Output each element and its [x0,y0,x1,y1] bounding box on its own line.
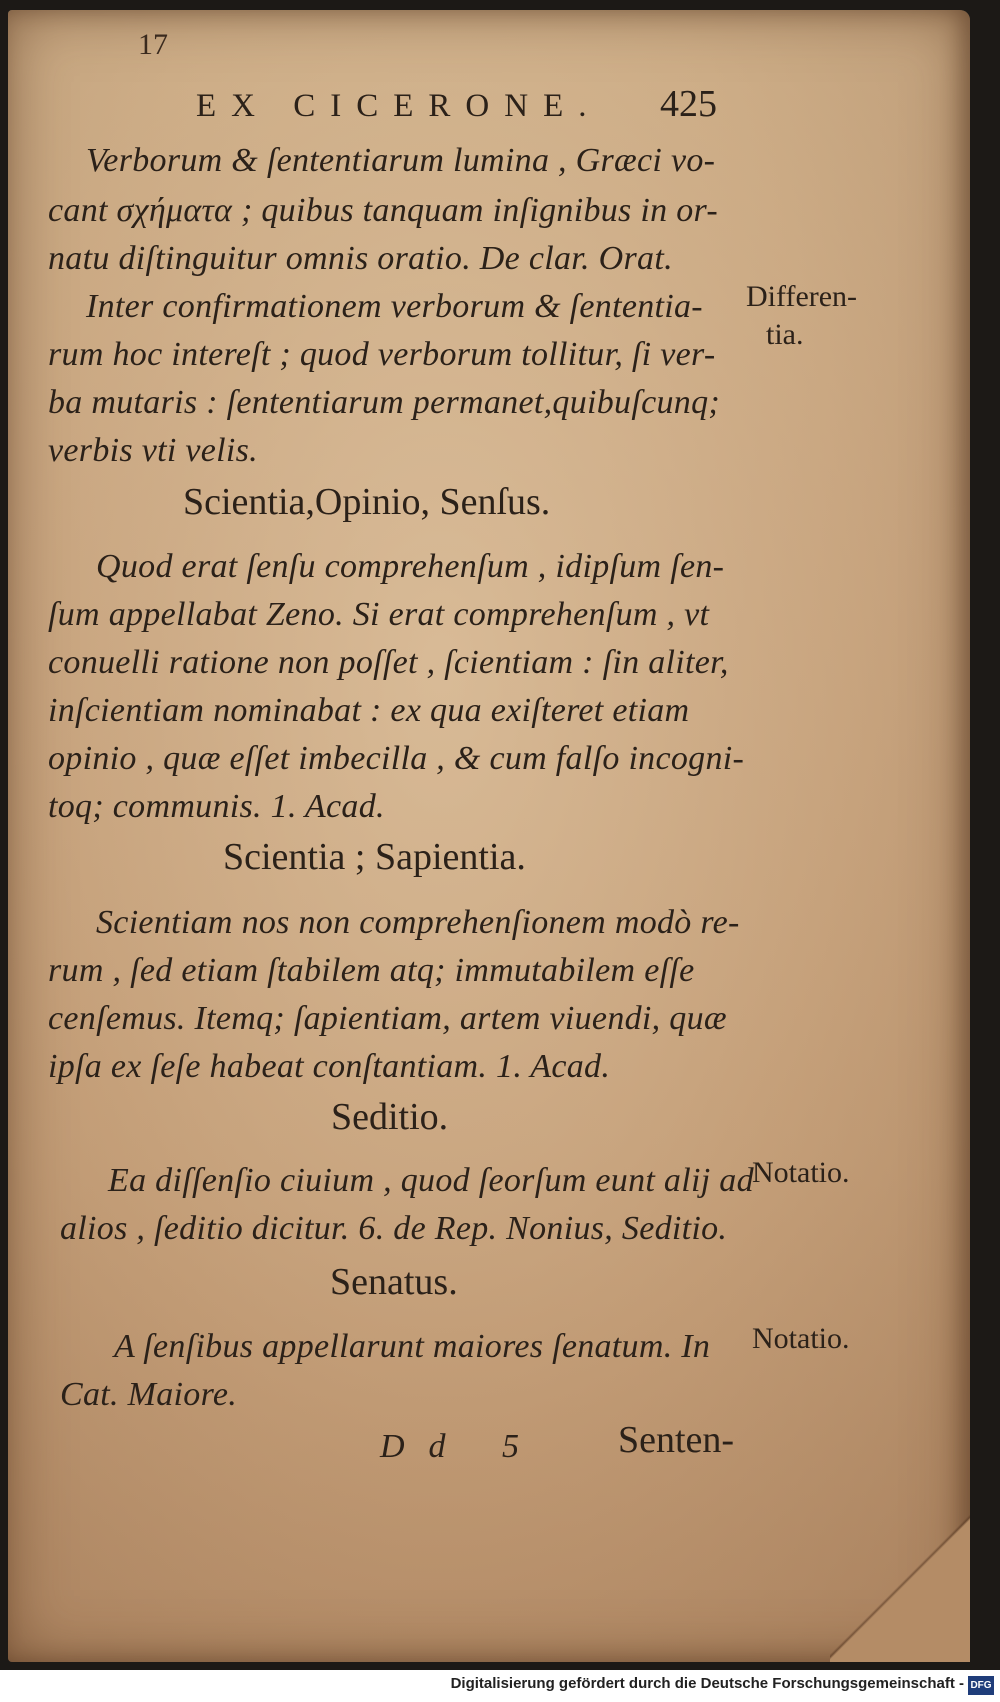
text-line: ſum appellabat Zeno. Si erat comprehenſum , vt [48,596,710,633]
signature-mark: Dd 5 [380,1428,544,1465]
text-line: cant σχήματα ; quibus tanquam inſignibus in or- [48,192,718,229]
text-line: rum hoc intereſt ; quod verborum tollitur, ſi ver- [48,336,716,373]
text-line: cenſemus. Itemq; ſapientiam, artem viuendi, quæ [48,1000,727,1037]
footer-credit: Digitalisierung gefördert durch die Deutsche Forschungsgemeinschaft - [450,1675,964,1692]
text-line: A ſenſibus appellarunt maiores ſenatum. In [114,1328,711,1365]
text-line: ba mutaris : ſententiarum permanet,quibuſcunq; [48,384,721,421]
text-line: ipſa ex ſeſe habeat conſtantiam. 1. Acad. [48,1048,611,1085]
text-line: toq; communis. 1. Acad. [48,788,385,825]
margin-note: Notatio. [752,1322,850,1355]
text-line: conuelli ratione non poſſet , ſcientiam : ſin aliter, [48,644,729,681]
book-page [8,10,970,1662]
corner-ink-mark: 17 [138,28,168,61]
dfg-logo: DFG [968,1676,994,1695]
text-line: Inter confirmationem verborum & ſententia- [86,288,703,325]
section-heading: Seditio. [331,1096,449,1138]
digitization-footer [0,1670,1000,1702]
text-line: rum , ſed etiam ſtabilem atq; immutabilem eſſe [48,952,695,989]
text-line: natu diſtinguitur omnis oratio. De clar. Orat. [48,240,673,277]
text-line: alios , ſeditio dicitur. 6. de Rep. Nonius, Seditio. [60,1210,728,1247]
text-line: inſcientiam nominabat : ex qua exiſteret etiam [48,692,690,729]
section-heading: Senatus. [330,1261,458,1303]
page-number: 425 [660,83,717,125]
section-heading: Scientia,Opinio, Senſus. [183,481,551,523]
text-line: Scientiam nos non comprehenſionem modò re- [96,904,740,941]
page-corner-fold [830,1512,970,1662]
catchword: Senten- [618,1419,735,1461]
text-line: Quod erat ſenſu comprehenſum , idipſum ſen- [96,548,725,585]
margin-note: Notatio. [752,1156,850,1189]
text-line: verbis vti velis. [48,432,258,469]
running-title: EX CICERONE. [196,88,602,124]
text-line: Cat. Maiore. [60,1376,238,1413]
text-line: Verborum & ſententiarum lumina , Græci vo- [86,142,716,179]
margin-note: tia. [766,318,804,351]
section-heading: Scientia ; Sapientia. [223,836,526,878]
text-line: opinio , quæ eſſet imbecilla , & cum falſo incogni- [48,740,745,777]
text-line: Ea diſſenſio ciuium , quod ſeorſum eunt alij ad [108,1162,754,1199]
margin-note: Differen- [746,280,858,313]
